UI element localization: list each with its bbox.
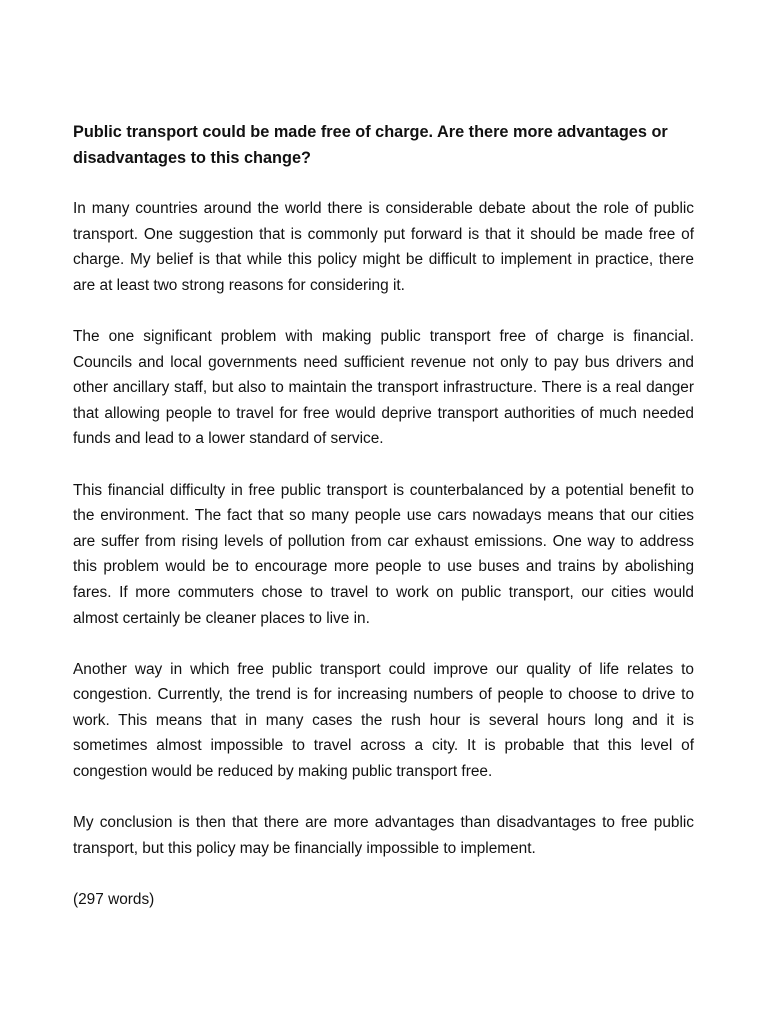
paragraph-environment-benefit: This financial difficulty in free public transport is counterbalanced by a potential benefit to the environment. The fact that so many people use cars nowadays means that our cities are suffer from rising levels of pollution from car exhaust emissions. One way to address this problem would be to encourage more people to use buses and trains by abolishing fares. If more commuters chose to travel to work on public transport, our cities would almost certainly be cleaner places to live in.	[73, 481, 694, 627]
paragraph-conclusion: My conclusion is then that there are more advantages than disadvantages to free public transport, but this policy may be financially impossible to implement.	[73, 814, 694, 857]
essay-title: Public transport could be made free of charge. Are there more advantages or disadvantages to this change?	[73, 123, 668, 167]
paragraph-introduction: In many countries around the world there is considerable debate about the role of public transport. One suggestion that is commonly put forward is that it should be made free of charge. My belief is that while this policy might be difficult to implement in practice, there are at least two strong reasons for considering it.	[73, 200, 694, 294]
paragraph-financial-problem: The one significant problem with making public transport free of charge is financial. Councils and local governments need sufficient revenue not only to pay bus drivers and other ancillary staff, but also to maintain the transport infrastructure. There is a real danger that allowing people to travel for free would deprive transport authorities of much needed funds and lead to a lower standard of service.	[73, 327, 694, 448]
word-count: (297 words)	[73, 891, 155, 909]
paragraph-congestion: Another way in which free public transport could improve our quality of life relates to congestion. Currently, the trend is for increasing numbers of people to choose to drive to work. This means that in many cases the rush hour is several hours long and it is sometimes almost impossible to travel across a city. It is probable that this level of congestion would be reduced by making public transport free.	[73, 660, 694, 781]
essay-page	[73, 120, 694, 913]
